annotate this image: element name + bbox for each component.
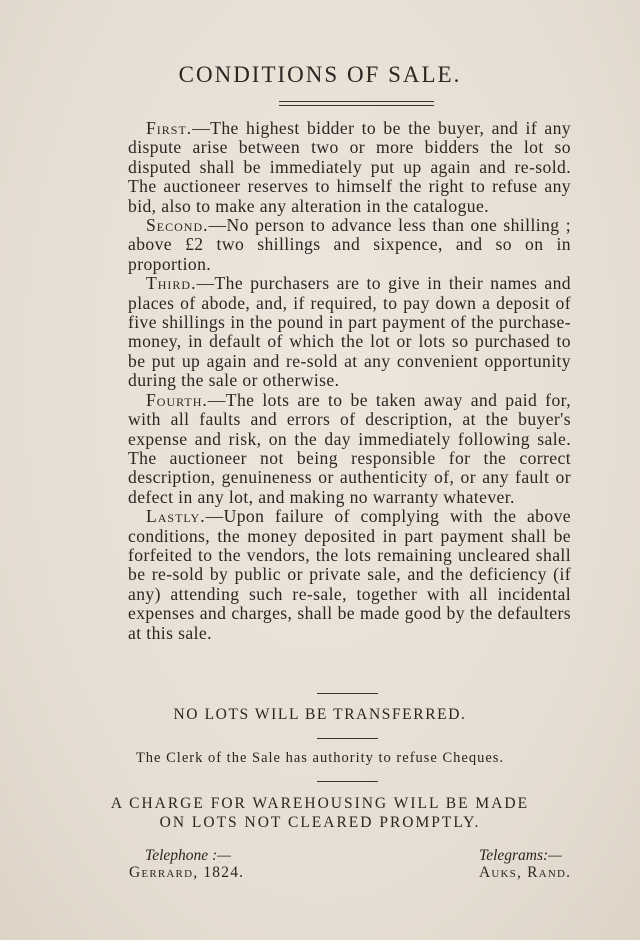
condition-lead: Fourth.	[146, 389, 208, 410]
notice-warehousing-line1: A CHARGE FOR WAREHOUSING WILL BE MADE	[110, 795, 530, 812]
condition-text: —The lots are to be taken away and paid for, with all faults and errors of description, at the buyer's expense and risk, on the day immediately following sale. The auctioneer not being responsible for the correct description, genuineness or authenticity of, or any fault or defect in any lot, and making no warranty whatever.	[128, 389, 571, 507]
condition-lead: Second.	[146, 215, 209, 236]
page-title: CONDITIONS OF SALE.	[178, 62, 462, 87]
telephone-block	[129, 847, 244, 881]
condition-lead: Lastly.	[146, 506, 206, 527]
divider-rule	[317, 781, 378, 782]
telegrams-value: Auks, Rand.	[479, 864, 572, 881]
condition-third	[128, 274, 571, 390]
telephone-value: Gerrard, 1824.	[129, 864, 245, 881]
condition-text: —The highest bidder to be the buyer, and if any dispute arise between two or more bidders the lot so disputed shall be immediately put up again and re-sold. The auctioneer reserves to himself the right to refuse any bid, also to make any alteration in the catalogue.	[128, 118, 571, 216]
condition-text: —The purchasers are to give in their names and places of abode, and, if required, to pay down a deposit of five shillings in the pound in part payment of the purchase-money, in default of which the lot or lots so purchased to be put up again and re-sold at any convenient opportunity during the sale or otherwise.	[128, 273, 571, 391]
condition-lastly	[128, 507, 571, 643]
telephone-label: Telephone :—	[145, 847, 231, 864]
notice-warehousing-line2: ON LOTS NOT CLEARED PROMPTLY.	[159, 814, 481, 831]
condition-fourth	[128, 391, 571, 507]
notice-transfer: NO LOTS WILL BE TRANSFERRED.	[173, 706, 467, 723]
condition-second	[128, 216, 571, 274]
condition-first	[128, 119, 571, 216]
telegrams-block	[479, 847, 571, 881]
conditions-list	[128, 119, 571, 643]
notice-warehousing	[0, 794, 640, 832]
notice-cheques: The Clerk of the Sale has authority to refuse Cheques.	[135, 750, 505, 766]
condition-lead: First.	[146, 118, 193, 138]
telegrams-label: Telegrams:—	[479, 847, 562, 864]
condition-text: —No person to advance less than one shilling ; above £2 two shillings and sixpence, and so on in proportion.	[128, 215, 571, 274]
title-double-rule	[279, 101, 434, 106]
condition-lead: Third.	[146, 273, 197, 294]
divider-rule	[317, 693, 378, 694]
condition-text: —Upon failure of complying with the above conditions, the money deposited in part payment shall be forfeited to the vendors, the lots remaining uncleared shall be re-sold by public or private sale, and the deficiency (if any) attending such re-sale, together with all incidental expenses and charges, shall be made good by the defaulters at this sale.	[128, 506, 571, 643]
divider-rule	[317, 738, 378, 739]
